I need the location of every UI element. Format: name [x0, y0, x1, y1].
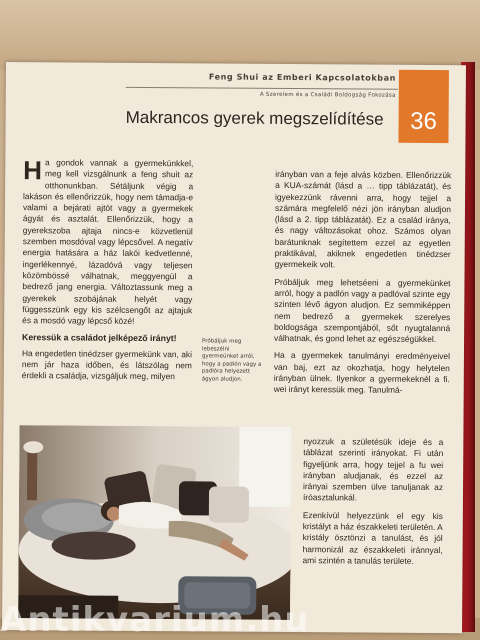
book-page	[2, 62, 466, 633]
left-column	[22, 157, 194, 389]
indent-paragraph-1: nyozzuk a születésük ideje és a táblázat szerinti irányokat. Fi után figyeljünk arra, hogy tejjel a fu wei irányban aludjanak, és ezzel az irányai szemben ülve tanuljanak az íróasztalunkál.	[302, 436, 444, 503]
running-subheader: A Szerelem és a Családi Boldogság Fokozása	[259, 91, 396, 99]
page-number-box	[398, 70, 449, 143]
sleeping-girl-photo	[18, 425, 291, 620]
left-paragraph-2: Ha engedetlen tinédzser gyermekünk van, aki nem jár haza időben, és látszólag nem érdekli a családja, vizsgáljuk meg, milyen	[21, 347, 193, 382]
running-header: Feng Shui az Emberi Kapcsolatokban	[208, 72, 396, 83]
table-surface	[0, 0, 480, 70]
drop-cap: H	[23, 155, 43, 186]
right-paragraph-1: irányban van a feje alvás közben. Ellenőrizzük a KUA-számát (lásd a … tipp táblázatát), és igyekezzünk rávenni arra, hogy tejjel a számára megfelelő nézi jön irányban aludjon (lásd a 2. tipp táblázatát). Ez a család iránya, és nagy változásokat ohoz. Számos olyan barátunknak segítettem ezzel az egyetlen praktikával, akiknek engedetlen tinédzser gyermekeik volt.	[274, 168, 452, 270]
right-column	[274, 169, 452, 403]
intro-text: a gondok vannak a gyermekünkkel, meg kell vizsgálnunk a feng shuit az otthonunkban. Sétáljunk végig a lakáson és ellenőrizzük, hogy nem támadja-e valami a bejárati ajtót vagy a gyermekek ágyát és asztalát. Ellenőrizzük, hogy a gyerekszoba ajtaja nincs-e közvetlenül szemben mosdóval vagy lépcsővel. A negatív energia hatására a ház lakói kedvetlenné, ingerlékennyé, lázadóvá vagy teljesen közömbössé válhatnak, meggyengül a bedrező jang energia. Változtassunk meg a gyerekek szobájának helyét vagy függesszünk egy kis szélcsengőt az ajtajuk és a mosdó vagy lépcső közé!	[22, 157, 194, 327]
photo-caption: Próbáljuk meg lebeszélni gyermeünket arról, hogy a padlón vagy a padlóra helyezett ágyon aludjon.	[201, 338, 262, 383]
right-indented-column	[302, 436, 443, 573]
article-photo	[18, 425, 291, 620]
indent-paragraph-2: Ezenkívül helyezzünk el egy kis kristályt a ház északkeleti területén. A kristály ösztönzi a tanulást, és jól harmonizál az északkeleti iránnyal, ami szintén a tanulás területe.	[302, 509, 443, 566]
right-paragraph-2: Próbáljuk meg lehetséeni a gyermekünket arról, hogy a padlón vagy a padlóval szinte egy szinten lévő ágyon aludjon. Ez semmiképpen nem bedrező a gyermekek szerelyes boldogsága szempontjából, sőt nyugtalanná válhatnak, és gond lehet az egészségükkel.	[274, 276, 451, 345]
section-subheading: Keressük a családot jelképező irányt!	[22, 332, 177, 344]
page-number: 36	[410, 107, 438, 136]
watermark: Antikvarium.hu	[0, 600, 310, 640]
intro-paragraph	[22, 157, 193, 328]
right-paragraph-3: Ha a gyermekek tanulmányi eredményeivel van baj, ezt az okozhatja, hogy helytelen irányban ülnek. Ilyenkor a gyermekeknél a fi. wei irányt keressük meg. Tanulmá-	[273, 350, 450, 396]
article-title: Makrancos gyerek megszelídítése	[125, 107, 384, 129]
header-rule	[126, 87, 398, 90]
